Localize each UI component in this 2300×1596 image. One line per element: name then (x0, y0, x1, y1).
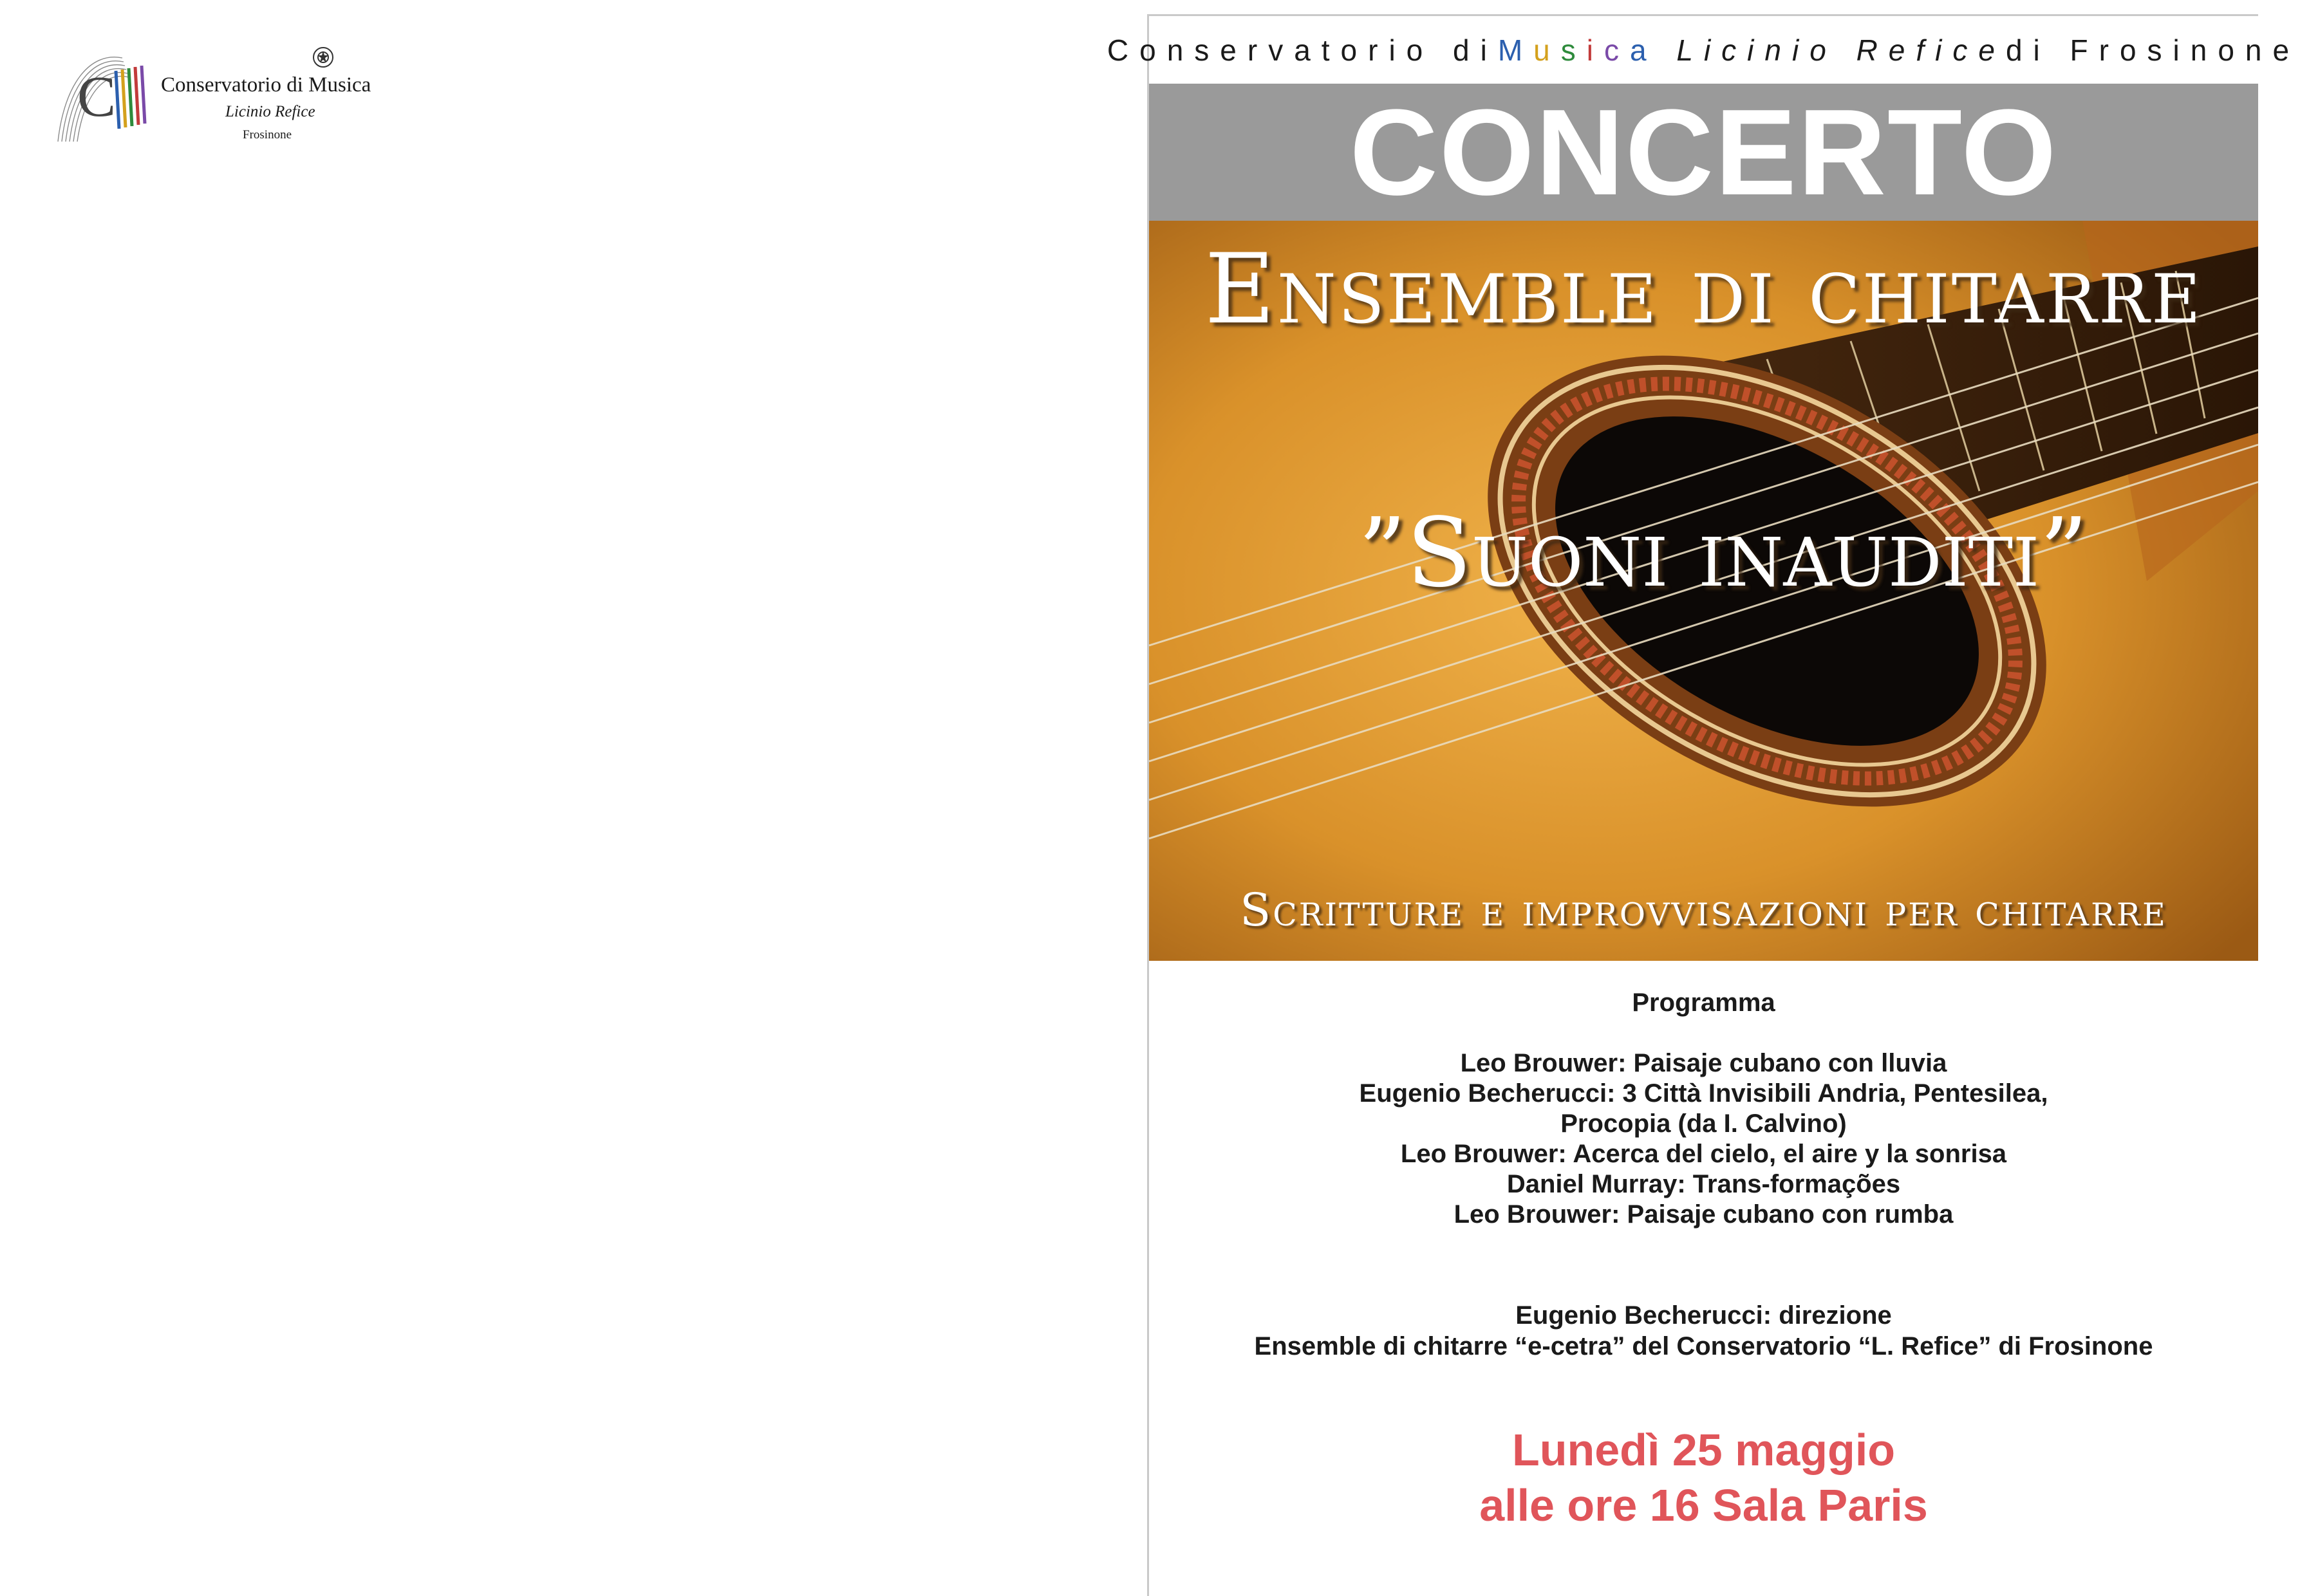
guitar-photo (1149, 221, 2258, 961)
ensemble-credit: Ensemble di chitarre “e-cetra” del Conservatorio “L. Refice” di Frosinone (1254, 1332, 2153, 1360)
logo-name: Conservatorio di Musica (161, 73, 371, 97)
header-part2: Licinio Refice (1676, 33, 2006, 67)
concert-title: CONCERTO (1349, 84, 2058, 221)
program-item: Leo Brouwer: Paisaje cubano con rumba (1454, 1200, 1954, 1229)
logo-city: Frosinone (243, 128, 292, 142)
event-date: Lunedì 25 maggio (1511, 1425, 1896, 1475)
header-letter: M (1497, 33, 1534, 67)
program-item: Leo Brouwer: Acerca del cielo, el aire y la sonrisa (1400, 1140, 2007, 1168)
director-credit: Eugenio Becherucci: direzione (1515, 1301, 1892, 1330)
conservatory-header (1107, 16, 2300, 84)
conservatory-logo (51, 45, 412, 148)
title-band (1149, 84, 2258, 221)
program-item: Eugenio Becherucci: 3 Città Invisibili Andria, Pentesilea, (1359, 1079, 2048, 1108)
program-item: Leo Brouwer: Paisaje cubano con lluvia (1460, 1049, 1947, 1077)
header-letter: u (1533, 33, 1561, 67)
header-part1: Conservatorio di (1107, 33, 1498, 67)
credits (1149, 1300, 2258, 1362)
program-item: Daniel Murray: Trans-formações (1506, 1170, 1901, 1198)
concert-tagline: Scritture e improvvisazioni per chitarre (1240, 884, 2167, 936)
header-letter: c (1604, 33, 1630, 67)
program (1149, 988, 2258, 1230)
program-item: Procopia (da I. Calvino) (1560, 1109, 1847, 1138)
concert-subtitle: ”Suoni inauditi” (1358, 497, 2088, 608)
logo-subtitle: Licinio Refice (225, 103, 315, 120)
svg-text:C: C (77, 65, 117, 129)
program-heading: Programma (1632, 988, 1775, 1017)
republic-emblem-icon (311, 45, 335, 70)
header-letter: s (1560, 33, 1587, 67)
header-part3: di Frosinone (2005, 33, 2300, 67)
event-info (1149, 1422, 2258, 1533)
header-letter: i (1586, 33, 1604, 67)
ensemble-title: Ensemble di chitarre (1204, 234, 2203, 346)
event-time-place: alle ore 16 Sala Paris (1479, 1480, 1928, 1530)
header-letter: a (1630, 33, 1658, 67)
logo-mark-icon (51, 45, 161, 148)
